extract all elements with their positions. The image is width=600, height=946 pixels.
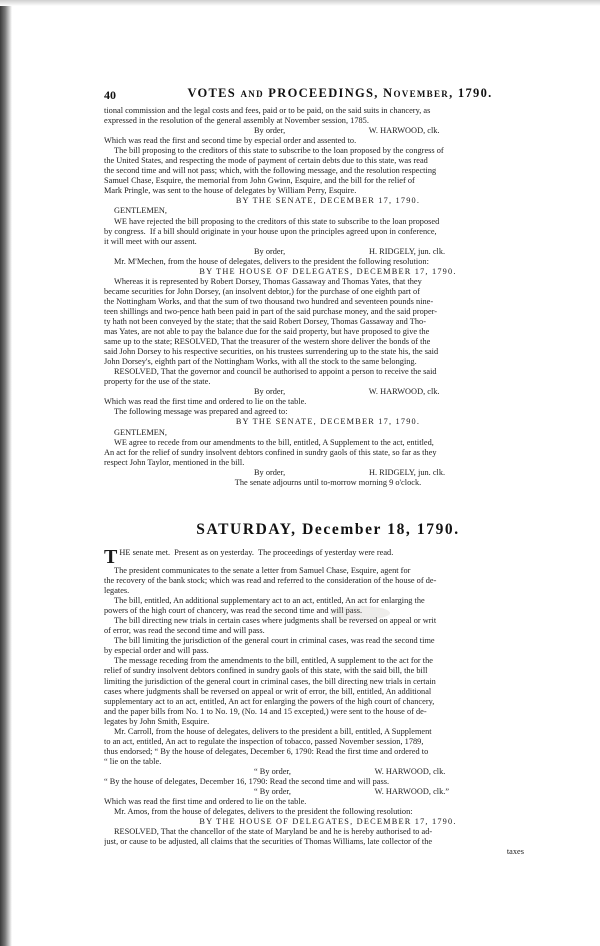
text-line [104,106,552,116]
line-text: The bill limiting the jurisdiction of the general court in criminal cases, was read the second time [114,636,435,646]
text-line [104,777,552,787]
text-line [104,217,552,227]
text-line [104,797,552,807]
line-text: “ By order, W. HARWOOD, clk. [254,766,446,776]
text-line [104,146,552,156]
text-line [104,176,552,186]
line-text: the United States, and respecting the mode of payment of certain debts due to this state, was read [104,156,428,166]
line-text: by especial order and will pass. [104,646,209,656]
text-line [104,438,552,448]
line-text: just, or cause to be adjusted, all claims that the securities of Thomas Williams, late collector of the [104,837,433,847]
line-text: BY THE SENATE, DECEMBER 17, 1790. [235,417,421,427]
line-text: property for the use of the state. [104,377,211,387]
text-line [104,666,552,676]
text-line [104,847,552,857]
line-text: By order, W. HARWOOD, clk. [254,387,440,397]
line-text: teen shillings and two-pence hath been paid in part of the said purchase money, and the said proper- [104,306,438,316]
text-line [104,807,552,817]
line-text: same up to the state; RESOLVED, That the treasurer of the western shore deliver the bonds of the [104,337,431,347]
text-line [104,616,552,626]
line-text: The message receding from the amendments to the bill, entitled, A supplement to the act for the [114,656,433,666]
text-line [104,287,552,297]
text-line [104,646,552,656]
line-text: Samuel Chase, Esquire, the memorial from John Gwinn, Esquire, and the bill for the relief of [104,176,415,186]
text-line [104,468,552,478]
text-line [104,247,552,257]
line-text: Which was read the first time and ordered to lie on the table. [104,797,307,807]
text-line [104,367,552,377]
line-text: By order, W. HARWOOD, clk. [254,126,440,136]
text-line [104,407,552,417]
line-text: ty hath not been conveyed by the state; that the said Robert Dorsey, Thomas Gassaway and Tho- [104,316,426,326]
proceedings-december-18 [104,548,552,857]
line-text: Which was read the first time and ordered to lie on the table. [104,397,307,407]
line-text: supplementary act to an act, entitled, An act for enlarging the powers of the high court of chancery, [104,696,435,706]
line-text: relief of sundry insolvent debtors confined in sundry gaols of this state, with the said bill, the bill [104,666,428,676]
line-text: By order, H. RIDGELY, jun. clk. [254,246,446,256]
line-text: mas Yates, are not able to pay the balance due for the said property, but have proposed to give the [104,327,430,337]
line-text: and the paper bills from No. 1 to No. 19, (No. 14 and 15 excepted,) were sent to the house of de- [104,706,427,716]
date-heading: SATURDAY, December 18, 1790. [196,521,460,538]
text-line [104,687,552,697]
line-text: thus endorsed; “ By the house of delegates, December 6, 1790: Read the first time and ordered to [104,746,429,756]
line-text: The following message was prepared and agreed to: [114,407,288,417]
text-line [104,227,552,237]
line-text: “ By order, W. HARWOOD, clk.” [254,787,450,797]
scan-top-edge [0,0,600,6]
line-text: Which was read the first and second time by especial order and assented to. [104,136,357,146]
line-text: John Dorsey's, eighth part of the Nottingham Works, with all the stock to the same belonging. [104,357,417,367]
text-line [104,677,552,687]
text-line [104,757,552,767]
text-line [104,596,552,606]
text-line [104,327,552,337]
text-line [104,347,552,357]
line-text: expressed in the resolution of the general assembly at November session, 1785. [104,116,369,126]
line-text: By order, H. RIDGELY, jun. clk. [254,467,446,477]
line-text: The senate adjourns until to-morrow morning 9 o'clock. [234,477,422,487]
text-line [104,458,552,468]
line-text: taxes [506,847,524,857]
line-text: became securities for John Dorsey, (an insolvent debtor,) for the purchase of one eighth part of [104,286,420,296]
text-line [104,787,552,797]
line-text: legates by John Smith, Esquire. [104,716,210,726]
line-text: limiting the jurisdiction of the general court in criminal cases, the bill directing new trials in certain [104,676,436,686]
text-line [104,827,552,837]
text-line [104,767,552,777]
text-line [104,566,552,576]
line-text: the second time and will not pass; which, with the following message, and the resolution respecting [104,166,437,176]
text-line [104,656,552,666]
line-text: Mark Pringle, was sent to the house of delegates by William Perry, Esquire. [104,186,357,196]
line-text: WE have rejected the bill proposing to the creditors of this state to subscribe to the loan proposed [114,216,440,226]
text-line [104,136,552,146]
line-text: the Nottingham Works, and that the sum of two thousand two hundred and seventeen pounds nine- [104,296,434,306]
line-text: Whereas it is represented by Robert Dorsey, Thomas Gassaway and Thomas Yates, that they [114,276,422,286]
line-text: BY THE HOUSE OF DELEGATES, DECEMBER 17, 1790. [199,266,457,276]
ink-smudge [330,606,390,620]
text-line [104,837,552,847]
text-line [104,267,552,277]
running-header: VOTES and PROCEEDINGS, November, 1790. [187,86,493,100]
line-text: “ lie on the table. [104,756,162,766]
line-text: Mr. Carroll, from the house of delegates, delivers to the president a bill, entitled, A Supplement [114,726,432,736]
line-text: WE agree to recede from our amendments to the bill, entitled, A Supplement to the act, entitled, [114,437,434,447]
text-line [104,417,552,427]
text-line [104,747,552,757]
line-text: the recovery of the bank stock; which was read and referred to the consideration of the house of de- [104,576,437,586]
line-text: it will meet with our assent. [104,236,197,246]
text-line [104,237,552,247]
text-line [104,697,552,707]
line-text: RESOLVED, That the chancellor of the state of Maryland be and he is hereby authorised to ad- [114,827,433,837]
text-line [104,206,552,216]
line-text: said John Dorsey to his respective securities, on his trustees surrendering up to the state his, the said [104,347,439,357]
text-line [104,737,552,747]
line-text: An act for the relief of sundry insolvent debtors confined in sundry gaols of this state, so far as they [104,447,437,457]
line-text: The bill proposing to the creditors of this state to subscribe to the loan proposed by the congress of [114,146,444,156]
text-line [104,166,552,176]
text-line [104,337,552,347]
proceedings-december-17 [104,106,552,488]
line-text: RESOLVED, That the governor and council be authorised to appoint a person to receive the said [114,367,437,377]
text-line [104,586,552,596]
text-line [104,727,552,737]
line-text: Mr. M'Mechen, from the house of delegates, delivers to the president the following resolution: [114,256,429,266]
text-line [104,156,552,166]
text-line [104,707,552,717]
line-text: BY THE SENATE, DECEMBER 17, 1790. [235,196,421,206]
text-line [104,397,552,407]
line-text: of error, was read the second time and will pass. [104,626,265,636]
line-text: The bill directing new trials in certain cases where judgments shall be reversed on appeal or writ [114,616,437,626]
line-text: cases where judgments shall be reversed on appeal or writ of error, the bill, entitled, An additional [104,686,432,696]
text-line [104,307,552,317]
drop-cap: T [104,548,118,566]
text-line [104,377,552,387]
text-line [104,817,552,827]
line-text: respect John Taylor, mentioned in the bill. [104,457,245,467]
text-line [104,606,552,616]
text-line [104,297,552,307]
text-line [104,277,552,287]
line-text: GENTLEMEN, [114,206,167,216]
text-line [104,186,552,196]
text-line [104,126,552,136]
text-line [104,387,552,397]
text-line [104,196,552,206]
text-line [104,636,552,646]
page-number: 40 [104,88,116,102]
text-line [104,548,552,566]
line-text: HE senate met. Present as on yesterday. The proceedings of yesterday were read. [119,548,394,557]
text-line [104,626,552,636]
line-text: “ By the house of delegates, December 16, 1790: Read the second time and will pass. [104,776,390,786]
text-line [104,257,552,267]
line-text: The president communicates to the senate a letter from Samuel Chase, Esquire, agent for [114,566,411,575]
line-text: Mr. Amos, from the house of delegates, delivers to the president the following resolution: [114,807,413,817]
text-line [104,428,552,438]
line-text: legates. [104,586,130,596]
text-line [104,478,552,488]
line-text: tional commission and the legal costs and fees, paid or to be paid, on the said suits in chancery, as [104,106,431,115]
text-line [104,357,552,367]
line-text: GENTLEMEN, [114,427,167,437]
text-line [104,116,552,126]
text-line [104,576,552,586]
line-text: by congress. If a bill should originate in your house upon the principles agreed upon in conference, [104,226,437,236]
line-text: powers of the high court of chancery, was read the second time and will pass. [104,606,363,616]
text-line [104,448,552,458]
scan-binding-edge [0,0,12,946]
line-text: to an act, entitled, An act to regulate the inspection of tobacco, passed November session, 1789, [104,736,424,746]
line-text: The bill, entitled, An additional supplementary act to an act, entitled, An act for enlarging the [114,596,425,606]
text-line [104,717,552,727]
line-text: BY THE HOUSE OF DELEGATES, DECEMBER 17, 1790. [199,817,457,827]
text-line [104,317,552,327]
